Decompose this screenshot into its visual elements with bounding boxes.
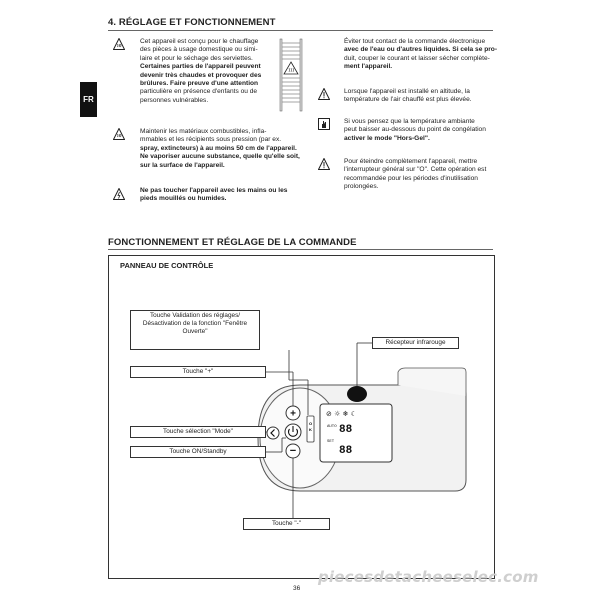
hot-surface-warning-icon	[113, 38, 125, 50]
watermark: piecesdetacheeselec.com	[318, 568, 539, 586]
label-validation-key: Touche Validation des réglages/ Désactivation de la fonction "Fenêtre Ouverte"	[130, 310, 260, 350]
svg-text:88: 88	[339, 424, 353, 436]
label-plus-key: Touche "+"	[130, 366, 266, 378]
language-tab: FR	[80, 82, 97, 117]
panel-title: PANNEAU DE CONTRÔLE	[120, 261, 214, 270]
svg-text:88: 88	[339, 445, 353, 457]
section-rule	[108, 30, 493, 31]
safety-paragraph-3: Ne pas toucher l'appareil avec les mains ou les pieds mouillés ou humides.	[140, 187, 288, 203]
subsection-title: FONCTIONNEMENT ET RÉGLAGE DE LA COMMANDE	[108, 237, 357, 248]
svg-text:+: +	[290, 408, 296, 420]
towel-radiator-illustration	[278, 38, 304, 112]
label-onoff-key: Touche ON/Standby	[130, 446, 266, 458]
hand-info-icon	[318, 118, 330, 130]
electric-shock-warning-icon	[113, 188, 125, 200]
svg-text:−: −	[289, 445, 297, 457]
warning-icon	[318, 88, 330, 100]
hot-surface-warning-icon	[113, 128, 125, 140]
safety-paragraph-5: Lorsque l'appareil est installé en altitude, la température de l'air chauffé est plus élevée.	[344, 88, 472, 104]
section-title: 4. RÉGLAGE ET FONCTIONNEMENT	[108, 17, 276, 28]
svg-text:SET: SET	[327, 440, 335, 444]
label-minus-key: Touche "-"	[243, 518, 330, 530]
label-infrared-receiver: Récepteur infrarouge	[372, 337, 459, 349]
safety-paragraph-1: Cet appareil est conçu pour le chauffage des pièces à usage domestique ou simi- laire et pour le séchage des serviettes. Certaines parties de l'appareil peuvent devenir très chaudes et provoquer des brûlures. Faire preuve d'une attention particulière en présence d'enfants ou de personnes vulnérables.	[140, 38, 262, 104]
subsection-rule	[108, 249, 493, 250]
safety-paragraph-4: Éviter tout contact de la commande électronique avec de l'eau ou d'autres liquides. Si cela se pro- duit, couper le courant et laisser sécher complète- ment l'appareil.	[344, 38, 498, 71]
safety-paragraph-6: Si vous pensez que la température ambiante peut baisser au-dessous du point de congélation activer le mode "Hors-Gel".	[344, 118, 486, 142]
svg-text:K: K	[309, 427, 312, 432]
svg-text:O: O	[308, 421, 313, 426]
svg-text:AUTO: AUTO	[327, 425, 337, 429]
label-mode-key: Touche sélection "Mode"	[130, 426, 266, 438]
safety-paragraph-2: Maintenir les matériaux combustibles, infla- mmables et les récipients sous pression (par ex. spray, extincteurs) à au moins 50 cm de l'appareil. Ne vaporiser aucune substance, quelle qu'elle soit, sur la surface de l'appareil.	[140, 128, 300, 169]
svg-text:⊘ ☼ ❄ ☾: ⊘ ☼ ❄ ☾	[326, 410, 357, 418]
warning-icon	[318, 158, 330, 170]
safety-paragraph-7: Pour éteindre complètement l'appareil, mettre l'interrupteur général sur "O". Cette opération est recommandée pour les périodes d'inutilisation prolongées.	[344, 158, 487, 191]
page-number: 36	[293, 585, 301, 592]
